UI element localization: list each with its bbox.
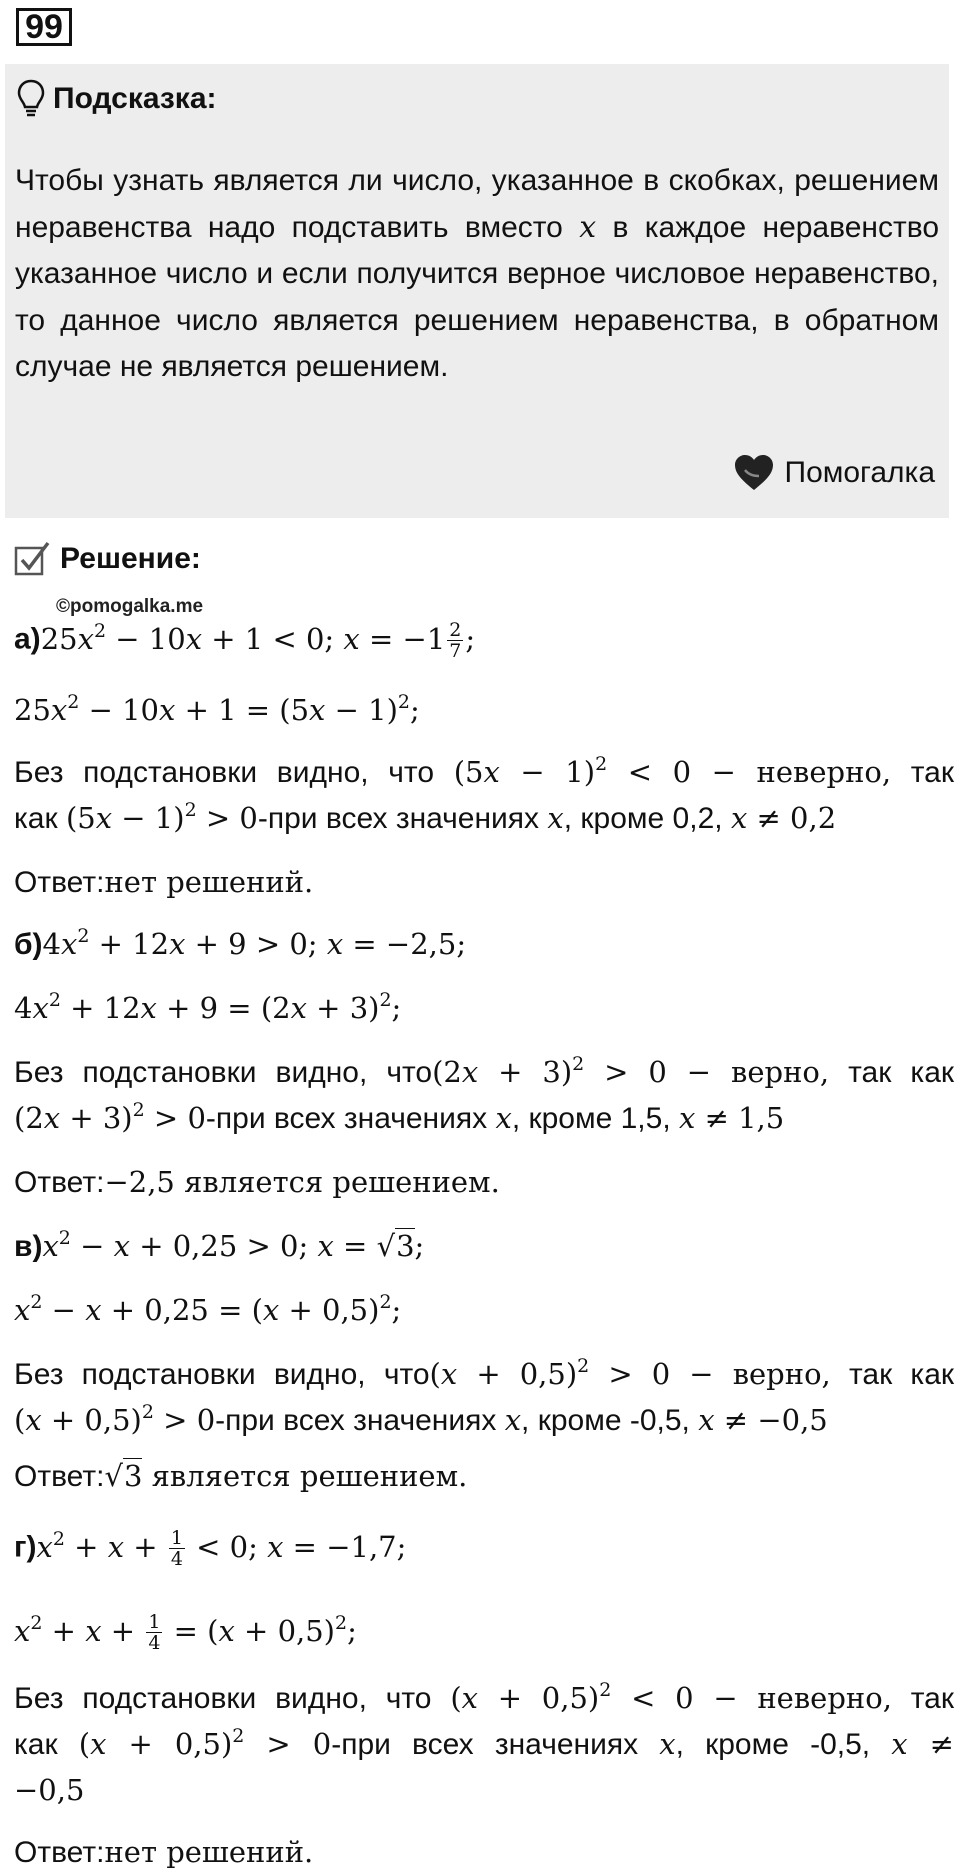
hint-text [15,158,939,391]
part-d-step: $x^2 + x$ + $\frac{1}{4}$ = $(x + 0,5)^2$; [14,1611,357,1654]
part-b-answer: Ответ:−2,5 является решением. [14,1165,500,1199]
hint-header [17,76,217,122]
part-b-explain-2: $(2x + 3)^2 > 0-при$ всех значениях x, кроме 1,5, x ≠ 1,5 [14,1099,785,1135]
hint-panel [5,64,949,518]
part-d-explain-2: как $(x + 0,5)^2 > 0-при$ всех значениях x, кроме -0,5, x ≠ [14,1725,954,1761]
task-number: 99 [16,8,72,46]
part-b-step: $4x^2 + 12x + 9 = (2x + 3)^2$; [14,989,402,1025]
part-d-explain-1: Без подстановки видно, что $(x + 0,5)^2 < 0$ − неверно, так [14,1679,954,1715]
hint-variable-x: x [579,209,597,245]
part-a-task: $а)25x^2 - 10x + 1 < 0$; x = −1 $\frac{2}{7}$ ; [14,619,476,662]
heart-icon [733,454,775,492]
brand [733,454,936,492]
lightbulb-icon [17,79,45,119]
checkbox-checked-icon [14,540,52,578]
part-c-answer: Ответ:√3 является решением. [14,1459,468,1493]
part-d-task: $г)x^2 + x$ + $\frac{1}{4}$ < 0; x = −1,7; [14,1527,407,1570]
part-c-explain-1: Без подстановки видно, $что(x + 0,5)^2 > 0$ − верно, так как [14,1355,954,1391]
hint-line-3: в каждое неравенство указанное число и если [15,210,939,290]
solution-header [14,540,201,578]
part-a-explain-1: Без подстановки видно, что $(5x - 1)^2 < 0$ − неверно, так [14,753,954,789]
part-c-task: $в)x^2 - x + 0,25 > 0$; x = √3; [14,1227,425,1263]
part-a-step: $25x^2 - 10x + 1 = (5x - 1)^2$; [14,691,420,727]
part-a-explain-2: как $(5x - 1)^2 > 0-при$ всех значениях x, кроме 0,2, x ≠ 0,2 [14,799,837,835]
part-a-answer: Ответ:нет решений. [14,865,314,899]
solution-title: Решение: [60,542,201,575]
part-d-answer: Ответ:нет решений. [14,1835,314,1869]
part-c-explain-2: $(x + 0,5)^2 > 0-при$ всех значениях x, кроме -0,5, x ≠ −0,5 [14,1401,828,1437]
hint-line-1: Чтобы узнать является ли число, указанное в скобках, [15,164,785,197]
hint-line-5: является решением неравенства, в обратном случае не [15,303,939,383]
watermark: ©pomogalka.me [56,596,204,617]
hint-line-4: получится верное числовое неравенство, то данное число [15,257,939,337]
part-c-step: $x^2 - x + 0,25 = (x + 0,5)^2$; [14,1291,402,1327]
hint-line-6: является решением. [161,350,449,383]
hint-line-2: решением неравенства надо подставить вместо [15,164,939,244]
hint-title: Подсказка: [53,82,217,115]
brand-name: Помогалка [784,456,935,489]
part-b-task: $б)4x^2 + 12x + 9 > 0$; x = −2,5; [14,925,467,961]
part-d-explain-3: −0,5 [14,1773,85,1807]
part-b-explain-1: Без подстановки видно, $что(2x + 3)^2 > 0$ − верно, так как [14,1053,955,1089]
